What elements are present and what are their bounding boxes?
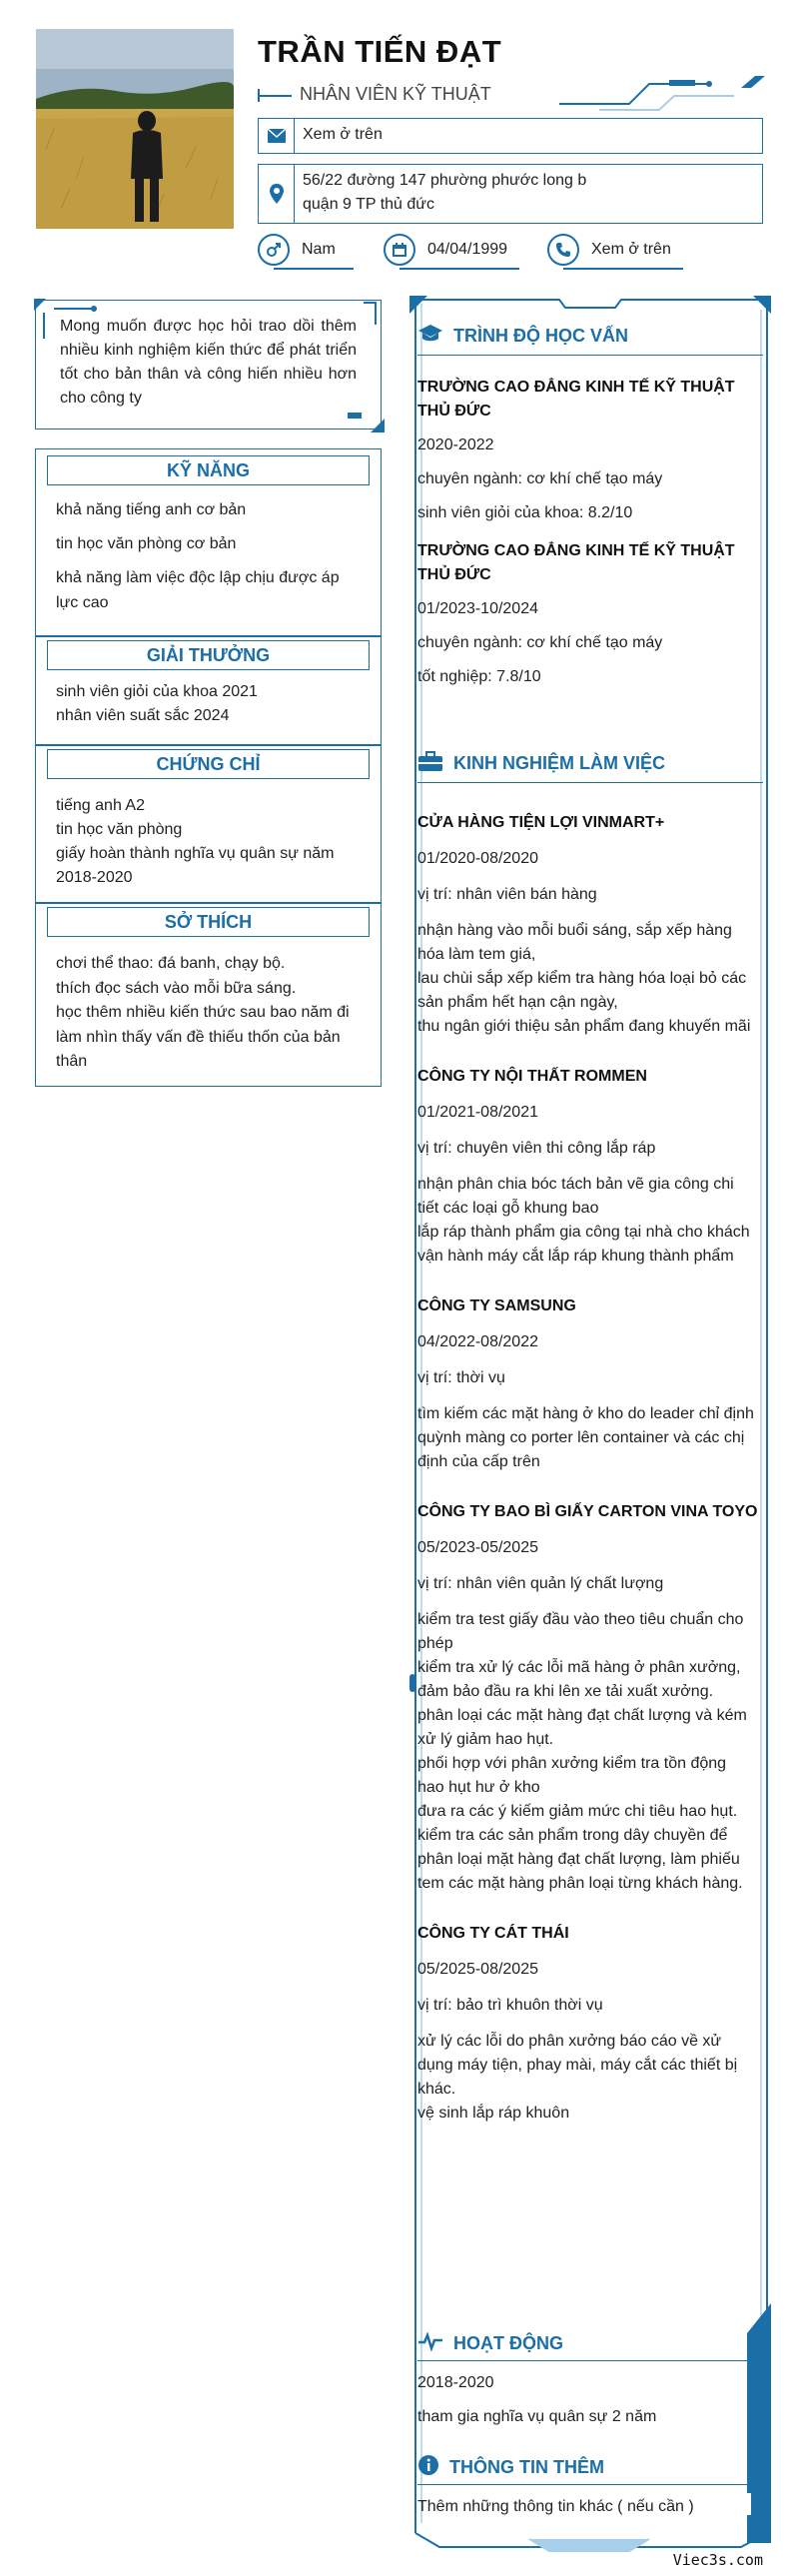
job-position: vị trí: nhân viên bán hàng xyxy=(417,886,597,903)
activity-description: tham gia nghĩa vụ quân sự 2 năm xyxy=(417,2408,657,2425)
job-description: xử lý các lỗi do phân xưởng báo cáo về xử dụng máy tiện, phay mài, máy cắt các thiết bị khác. vệ sinh lắp ráp khuôn xyxy=(417,2033,738,2122)
education-title: TRÌNH ĐỘ HỌC VẤN xyxy=(453,326,628,346)
job-company: CÔNG TY SAMSUNG xyxy=(417,1297,576,1314)
objective-text: Mong muốn được học hỏi trao dồi thêm nhiều kinh nghiệm kiến thức để phát triển tốt cho bản thân và công hiến nhiều hơn cho công ty xyxy=(60,318,357,407)
job-position: vị trí: bảo trì khuôn thời vụ xyxy=(417,1997,603,2014)
email-icon xyxy=(259,119,295,153)
hobby-item: học thêm nhiều kiến thức sau bao năm đi làm nhìn thấy vấn đề thiếu thốn của bản thân xyxy=(56,1004,350,1070)
hobbies-heading: SỞ THÍCH xyxy=(47,907,370,937)
job-entry xyxy=(417,1294,763,1474)
education-major: chuyên ngành: cơ khí chế tạo máy xyxy=(417,470,663,487)
job-title: NHÂN VIÊN KỸ THUẬT xyxy=(300,84,491,104)
header-circuit-decoration xyxy=(559,74,769,114)
address-line-1: 56/22 đường 147 phường phước long b xyxy=(303,172,587,189)
email-box xyxy=(258,118,763,154)
job-entry xyxy=(417,811,763,1039)
birthday-text: 04/04/1999 xyxy=(427,241,508,258)
address-box xyxy=(258,164,763,224)
heartbeat-icon xyxy=(417,2331,443,2356)
job-description: nhận hàng vào mỗi buổi sáng, sắp xếp hàng hóa làm tem giá, lau chùi sắp xếp kiểm tra hàng hóa loại bỏ các sản phẩm hết hạn cận ngày, thu ngân giới thiệu sản phẩm đang khuyến mãi xyxy=(417,922,751,1035)
gender-text: Nam xyxy=(302,241,336,258)
education-period: 2020-2022 xyxy=(417,436,494,453)
phone-text: Xem ở trên xyxy=(591,241,671,258)
profile-photo xyxy=(36,29,234,229)
experience-section xyxy=(417,745,763,2126)
job-company: CỬA HÀNG TIỆN LỢI VINMART+ xyxy=(417,814,665,831)
education-section xyxy=(417,318,763,689)
title-decoration-line xyxy=(258,95,292,97)
education-school: TRƯỜNG CAO ĐẲNG KINH TẾ KỸ THUẬT THỦ ĐỨC xyxy=(417,542,735,583)
calendar-icon xyxy=(384,234,415,266)
hobby-item: thích đọc sách vào mỗi bữa sáng. xyxy=(56,979,297,997)
divider xyxy=(563,268,683,270)
job-entry xyxy=(417,1922,763,2126)
birthday-field xyxy=(384,234,507,266)
footer-brand: Viec3s.com xyxy=(672,2551,763,2569)
education-school: TRƯỜNG CAO ĐẲNG KINH TẾ KỸ THUẬT THỦ ĐỨC xyxy=(417,379,735,420)
award-item: sinh viên giỏi của khoa 2021 xyxy=(56,683,258,700)
location-pin-icon xyxy=(259,165,295,223)
briefcase-icon xyxy=(417,750,443,777)
award-item: nhân viên suất sắc 2024 xyxy=(56,707,230,724)
skills-section xyxy=(35,448,382,636)
additional-info-heading xyxy=(417,2451,763,2485)
job-entry xyxy=(417,1065,763,1269)
address-text xyxy=(295,165,594,223)
address-line-2: quận 9 TP thủ đức xyxy=(303,196,434,213)
job-position: vị trí: chuyên viên thi công lắp ráp xyxy=(417,1140,656,1157)
gender-field xyxy=(258,234,336,266)
certificate-item: giấy hoàn thành nghĩa vụ quân sự năm 2018-2020 xyxy=(56,845,335,886)
additional-info-title: THÔNG TIN THÊM xyxy=(449,2457,604,2477)
certificates-heading: CHỨNG CHỈ xyxy=(47,749,370,779)
job-period: 01/2020-08/2020 xyxy=(417,850,538,867)
skill-item: khả năng làm việc độc lập chịu được áp lực cao xyxy=(56,569,340,611)
job-period: 05/2025-08/2025 xyxy=(417,1961,538,1978)
skill-item: tin học văn phòng cơ bản xyxy=(56,535,237,552)
education-major: chuyên ngành: cơ khí chế tạo máy xyxy=(417,634,663,651)
skills-heading: KỸ NĂNG xyxy=(47,455,370,485)
objective-box xyxy=(35,300,382,429)
education-note: sinh viên giỏi của khoa: 8.2/10 xyxy=(417,504,633,521)
awards-section xyxy=(35,636,382,745)
job-position: vị trí: nhân viên quản lý chất lượng xyxy=(417,1575,664,1592)
candidate-name: TRẦN TIẾN ĐẠT xyxy=(258,34,502,69)
experience-title: KINH NGHIỆM LÀM VIỆC xyxy=(453,753,666,773)
divider xyxy=(274,268,354,270)
certificates-section xyxy=(35,745,382,903)
skill-item: khả năng tiếng anh cơ bản xyxy=(56,501,247,518)
job-period: 05/2023-05/2025 xyxy=(417,1539,538,1556)
job-company: CÔNG TY CÁT THÁI xyxy=(417,1925,569,1942)
phone-icon xyxy=(547,234,579,266)
additional-info-text: Thêm những thông tin khác ( nếu cần ) xyxy=(417,2498,694,2515)
education-note: tốt nghiệp: 7.8/10 xyxy=(417,668,541,685)
awards-heading: GIẢI THƯỞNG xyxy=(47,640,370,670)
job-period: 01/2021-08/2021 xyxy=(417,1104,538,1121)
activities-heading xyxy=(417,2327,763,2361)
gender-icon xyxy=(258,234,290,266)
phone-field xyxy=(547,234,671,266)
certificate-item: tiếng anh A2 xyxy=(56,797,145,814)
job-period: 04/2022-08/2022 xyxy=(417,1333,538,1350)
education-heading xyxy=(417,318,763,356)
additional-info-section xyxy=(417,2451,763,2519)
activities-section xyxy=(417,2327,763,2429)
hobby-item: chơi thể thao: đá banh, chạy bộ. xyxy=(56,955,286,972)
email-text: Xem ở trên xyxy=(303,126,383,143)
job-description: nhận phân chia bóc tách bản vẽ gia công chi tiết các loại gỗ khung bao lắp ráp thành phẩm gia công tại nhà cho khách vận hành máy cắt lắp ráp khung thành phẩm xyxy=(417,1176,750,1265)
graduation-cap-icon xyxy=(417,323,443,350)
job-company: CÔNG TY NỘI THẤT ROMMEN xyxy=(417,1068,647,1085)
job-position: vị trí: thời vụ xyxy=(417,1369,505,1386)
job-description: tìm kiếm các mặt hàng ở kho do leader chỉ định quỳnh màng co porter lên container và các chị định của cấp trên xyxy=(417,1405,754,1470)
activities-title: HOẠT ĐỘNG xyxy=(453,2333,563,2353)
hobbies-section xyxy=(35,903,382,1087)
job-entry xyxy=(417,1500,763,1896)
education-period: 01/2023-10/2024 xyxy=(417,600,538,617)
info-icon xyxy=(417,2454,439,2481)
divider xyxy=(400,268,519,270)
experience-heading xyxy=(417,745,763,783)
certificate-item: tin học văn phòng xyxy=(56,821,183,838)
job-company: CÔNG TY BAO BÌ GIẤY CARTON VINA TOYO xyxy=(417,1503,758,1520)
objective-frame-decoration xyxy=(34,299,385,432)
job-description: kiểm tra test giấy đầu vào theo tiêu chuẩn cho phép kiểm tra xử lý các lỗi mã hàng ở phân xưởng, đảm bảo đầu ra khi lên xe tải xuất xưởng. phân loại các mặt hàng đạt chất lượng và kém xử lý giảm hao hụt. phối hợp với phân xưởng kiểm tra tồn động hao hụt hư ở kho đưa ra các ý kiếm giảm mức chi tiêu hao hụt. kiểm tra các sản phẩm trong dây chuyền để phân loại mặt hàng đạt chất lượng, làm phiếu tem các mặt hàng phân loại từng khách hàng. xyxy=(417,1611,747,1892)
activity-period: 2018-2020 xyxy=(417,2374,494,2391)
